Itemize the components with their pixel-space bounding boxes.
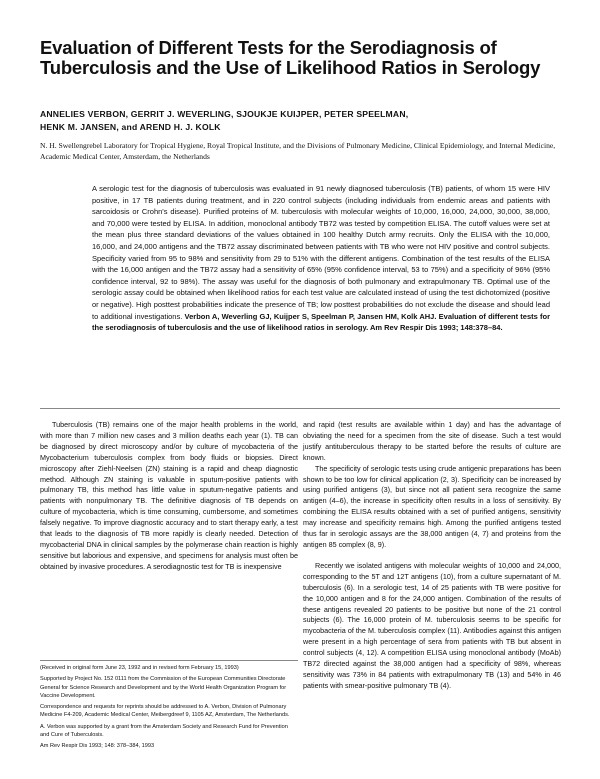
body-paragraph: Recently we isolated antigens with molecular weights of 10,000 and 24,000, corresponding to the 5T and 12T antigens (10), from a culture supernatant of M. tuberculosis (6). In a serologic test, 14 of 25 patients with TB were positive for the 10,000 antigen and 8 for the 24,000 antigen. Combination of the results of these antigens revealed 20 patients to be positive but none of the 21 control subjects (6). The 16,000 protein of M. tuberculosis seems to be specific for mycobacteria of the M. tuberculosis complex (11). Antibodies against this antigen were present in a high percentage of sera from patients with TB but absent in control subjects (4, 12). A competition ELISA using monoclonal antibody (MoAb) TB72 directed against the 38,000 antigen had a specificity of 98%, whereas sensitivity was 73% in 84 patients with extrapulmonary TB (13) and 54% in 46 patients with smear-positive pulmonary TB (4).: [303, 560, 561, 690]
footnote-grant: A. Verbon was supported by a grant from the Amsterdam Society and Research Fund for Prevention and Cure of Tuberculosis.: [40, 723, 288, 739]
footnotes: [40, 660, 298, 754]
body-column-right: [303, 420, 561, 692]
body-paragraph: Tuberculosis (TB) remains one of the major health problems in the world, with more than 7 million new cases and 3 million deaths each year (1). TB can be diagnosed by direct microscopy and/or by culture of mycobacteria of the Mycobacterium tuberculosis complex from body fluids or biopsies. Direct microscopy after Ziehl-Neelsen (ZN) staining is a rapid and cheap diagnostic method. Although ZN staining is valuable in sputum-positive patients with pulmonary TB, this method has little value in sputum-negative patients and patients with nonpulmonary TB. The definitive diagnosis of TB depends on culture of mycobacteria, which is time consuming, cumbersome, and sometimes falsely negative. To improve diagnostic accuracy and to start therapy early, a test that leads to the diagnosis of TB more rapidly is clearly needed. Detection of mycobacterial DNA in clinical samples by the polymerase chain reaction is highly sensitive but laborious and expensive, and specimens for analysis must often be obtained by invasive procedures. A serodiagnostic test for TB is inexpensive: [40, 420, 298, 571]
article-title: Evaluation of Different Tests for the Serodiagnosis of Tuberculosis and the Use of Likelihood Ratios in Serology: [40, 37, 541, 78]
authors-line-2: HENK M. JANSEN, and AREND H. J. KOLK: [40, 122, 221, 132]
section-divider: [40, 408, 560, 409]
body-paragraph: The specificity of serologic tests using crude antigenic preparations has been shown to be too low for clinical application (2, 3). Specificity can be increased by using purified antigens (3), but since not all patient sera recognize the same antigen (4–6), the increase in specificity often results in a loss of sensitivity. By combining the ELISA results obtained with a set of purified antigens, sensitivity may increase and specificity remains high. Among the purified antigens tested thus far in serologic assays are the 38,000 antigen (4, 7) and proteins from the antigen 85 complex (8, 9).: [303, 463, 561, 549]
paragraph-gap: [303, 551, 561, 561]
abstract-citation: Verbon A, Weverling GJ, Kuijper S, Speelman P, Jansen HM, Kolk AHJ. Evaluation of different tests for the serodiagnosis of tuberculosis and the use of likelihood ratios in serology. Am Rev Respir Dis 1993; 148:378–84.: [92, 311, 551, 333]
footnote-divider: [40, 660, 298, 661]
author-list: [40, 108, 570, 134]
abstract-text: A serologic test for the diagnosis of tuberculosis was evaluated in 91 newly diagnosed tuberculosis (TB) patients, of whom 15 were HIV positive, in 17 TB patients during treatment, and in 220 control subjects (including individuals from endemic areas and patients with sarcoidosis or Crohn's disease). Purified proteins of M. tuberculosis with molecular weights of 10,000, 16,000, 24,000, 30,000, 38,000, and 70,000 were tested by ELISA. In addition, monoclonal antibody TB72 was tested by competition ELISA. The cutoff values were set at the mean plus three standard deviations of the values obtained in 100 healthy Dutch army recruits. Only the ELISA with the 10,000, 16,000, and 24,000 antigens and the TB72 assay discriminated between patients with TB who were not HIV positive and control subjects. Specificity varied from 95 to 98% and sensitivity from 29 to 51% with the different antigens. Combination of the test results of the ELISA with the 16,000 antigen and the TB72 assay had a sensitivity of 65% (95% confidence interval, 53 to 75%) and a specificity of 96% (95% confidence interval, 92 to 98%). The assay was useful for the diagnosis of both pulmonary and extrapulmonary TB. Optimal use of the serologic assay could be obtained when likelihood ratios for each test value are calculated instead of using the test dichotomized (positive or negative). High posttest probabilities indicate the presence of TB; low posttest probabilities do not exclude the disease and should lead to additional investigations.: [92, 184, 550, 321]
authors-line-1: ANNELIES VERBON, GERRIT J. WEVERLING, SJOUKJE KUIJPER, PETER SPEELMAN,: [40, 109, 409, 119]
footnote-support: Supported by Project No. 152 0111 from the Commission of the European Communities Directorate General for Science Research and Development and by the World Health Organization Program for Vaccine Development.: [40, 676, 287, 699]
body-column-left: [40, 420, 298, 573]
body-paragraph: and rapid (test results are available within 1 day) and has the advantage of obviating the need for a specimen from the site of disease. Such a test would justify antituberculous therapy to be started before the results of culture are known.: [303, 420, 561, 462]
footnote-received: (Received in original form June 23, 1992 and in revised form February 15, 1993): [40, 665, 239, 671]
affiliation: N. H. Swellengrebel Laboratory for Tropical Hygiene, Royal Tropical Institute, and the Divisions of Pulmonary Medicine, Clinical Epidemiology, and Internal Medicine, Academic Medical Center, Amsterdam, the Netherlands: [40, 141, 556, 161]
journal-citation-line: Am Rev Respir Dis 1993; 148: 378–384, 1993: [40, 743, 155, 750]
footnote-correspondence: Correspondence and requests for reprints should be addressed to A. Verbon, Division of Pulmonary Medicine F4-209, Academic Medical Center, Meibergdreef 9, 1105 AZ, Amsterdam, The Netherlands.: [40, 704, 290, 719]
abstract: [92, 183, 550, 334]
